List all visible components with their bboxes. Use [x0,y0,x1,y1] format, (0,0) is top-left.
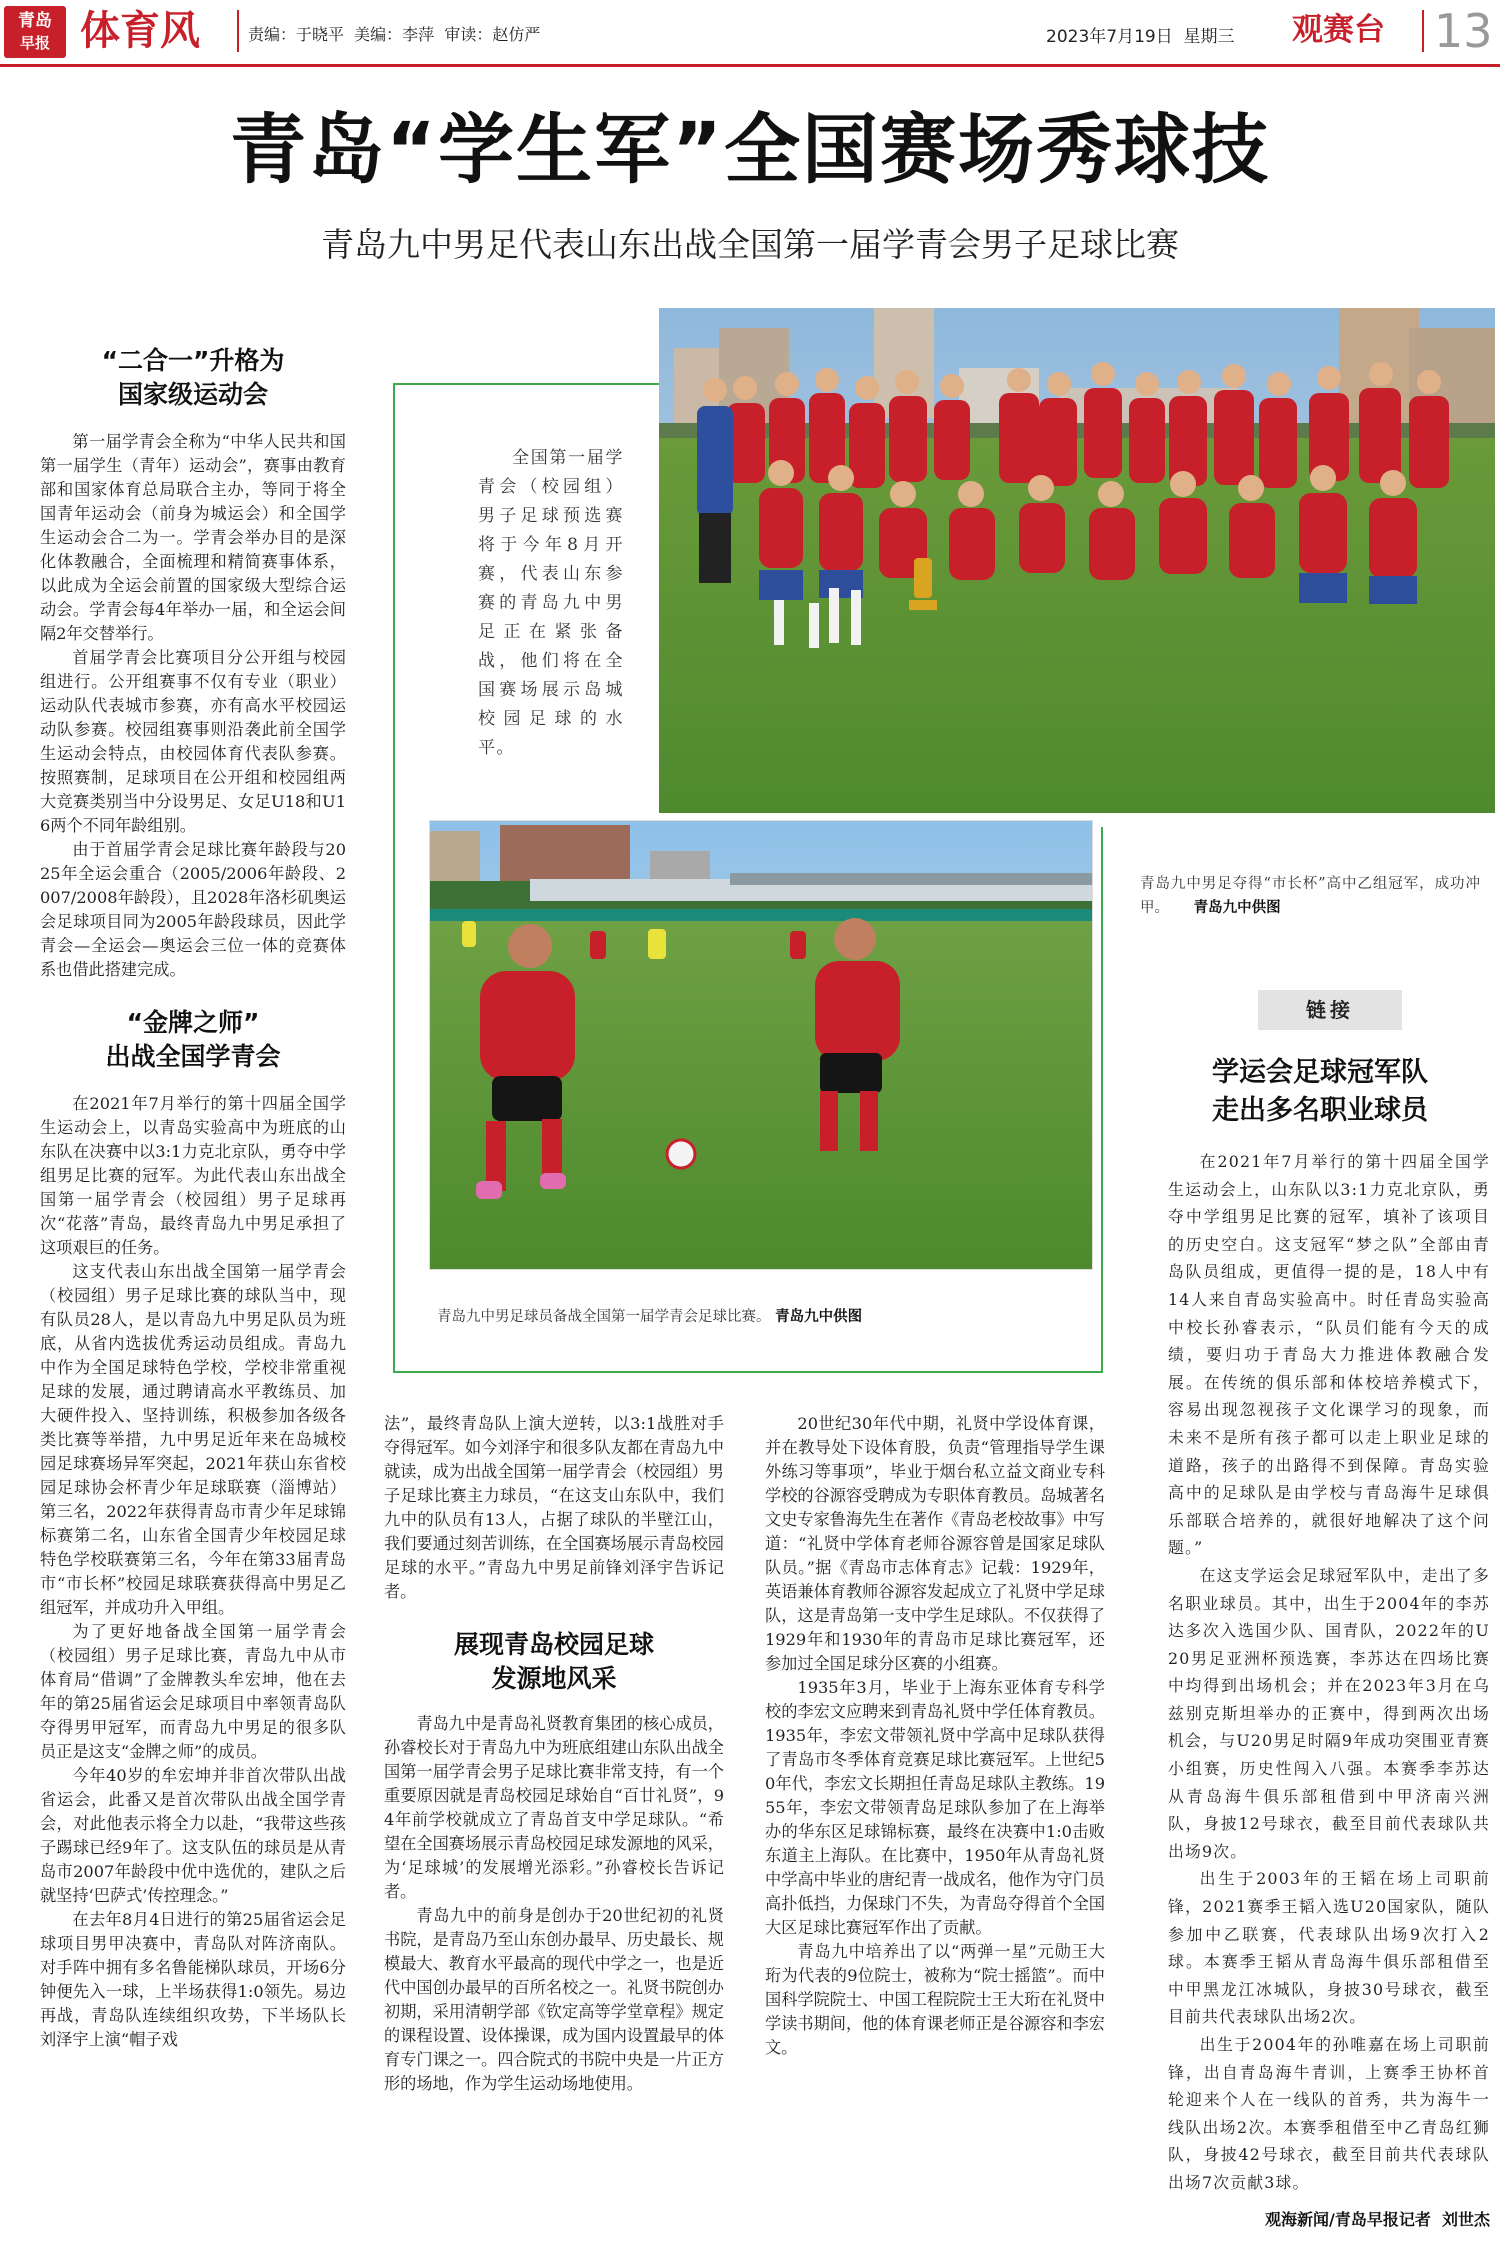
intro-frame [393,383,395,1373]
section-heading: 展现青岛校园足球 发源地风采 [453,1630,654,1693]
header-rule [0,64,1500,67]
section-heading: “二合一”升格为 国家级运动会 [101,346,285,409]
masthead [0,0,1500,64]
article-text: 第一届学青会全称为“中华人民共和国第一届学生（青年）运动会”，赛事由教育部和国家体育总局联合主办，等同于将全国青年运动会（前身为城运会）和全国学生运动会合二为一。学青会举办目的是深化体教融合，全面梳理和精简赛事体系，以此成为全运会前置的国家级大型综合运动会。学青会每4年举办一届，和全运会间隔2年交替举行。 首届学青会比赛项目分公开组与校园组进行。公开组赛事不仅有专业（职业）运动队代表城市参赛，亦有高水平校园运动队参赛。校园组赛事则沿袭此前全国学生运动会特点，由校园体育代表队参赛。按照赛制，足球项目在公开组和校园组两大竞赛类别当中分设男足、女足U18和U16两个不同年龄组别。 由于首届学青会足球比赛年龄段与2025年全运会重合（2005/2006年龄段、2007/2008年龄段），且2028年洛杉矶奥运会足球项目同为2005年龄段球员，因此学青会—全运会—奥运会三位一体的竞赛体系也借此搭建完成。 [40,432,346,979]
column-2 [384,1412,724,2096]
article-text: 20世纪30年代中期，礼贤中学设体育课，并在教导处下设体育股，负责“管理指导学生课外练习等事项”，毕业于烟台私立益文商业专科学校的谷源容受聘成为专职体育教员。岛城著名文史专家鲁海先生在著作《青岛老校故事》中写道：“礼贤中学体育老师谷源容曾是国家足球队队员。”据《青岛市志体育志》记载：1929年，英语兼体育教师谷源容发起成立了礼贤中学足球队，这是青岛第一支中学生足球队。不仅获得了1929年和1930年的青岛市足球比赛冠军，还参加过全国足球分区赛的小组赛。 1935年3月，毕业于上海东亚体育专科学校的李宏文应聘来到青岛礼贤中学任体育教员。1935年，李宏文带领礼贤中学高中足球队获得了青岛市冬季体育竞赛足球比赛冠军。上世纪50年代，李宏文长期担任青岛足球队主教练。1955年，李宏文带领青岛足球队参加了在上海举办的华东区足球锦标赛，最终在决赛中1:0击败东道主上海队。在比赛中，1950年从青岛礼贤中学高中毕业的唐纪青一战成名，他作为守门员高扑低挡，力保球门不失，为青岛夺得首个全国大区足球比赛冠军作出了贡献。 青岛九中培养出了以“两弹一星”元勋王大珩为代表的9位院士，被称为“院士摇篮”。而中国科学院院士、中国工程院院士王大珩在礼贤中学读书期间，他的体育课老师正是谷源容和李宏文。 [765,1414,1105,2057]
intro-frame [393,383,659,385]
issue-date: 2023年7月19日 星期三 [1046,27,1235,47]
intro-frame [393,1371,1103,1373]
subheadline: 青岛九中男足代表山东出战全国第一届学青会男子足球比赛 [321,225,1179,264]
team-photo [659,308,1495,813]
article-text: 法”，最终青岛队上演大逆转，以3:1战胜对手夺得冠军。如今刘泽宇和很多队友都在青岛九中就读，成为出战全国第一届学青会（校园组）男子足球比赛主力球员，“在这支山东队中，我们九中的队员有13人，占据了球队的半壁江山，我们要通过刻苦训练，在全国赛场展示青岛校园足球的水平。”青岛九中男足前锋刘泽宇告诉记者。 [384,1414,724,1601]
link-label: 链接 [1258,990,1402,1030]
article-text: 在2021年7月举行的第十四届全国学生运动会上，以青岛实验高中为班底的山东队在决赛中以3:1力克北京队，勇夺中学组男足比赛的冠军。为此代表山东出战全国第一届学青会（校园组）男子足球再次“花落”青岛，最终青岛九中男足承担了这项艰巨的任务。 这支代表山东出战全国第一届学青会（校园组）男子足球比赛的球队当中，现有队员28人，是以青岛九中男足队员为班底，从省内选拔优秀运动员组成。青岛九中作为全国足球特色学校，学校非常重视足球的发展，通过聘请高水平教练员、加大硬件投入、坚持训练，积极参加各级各类比赛等举措，九中男足近年来在岛城校园足球赛场异军突起，2021年获山东省校园足球协会杯青少年足球联赛（淄博站）第三名，2022年获得青岛市青少年足球锦标赛第二名，山东省全国青少年校园足球特色学校联赛第三名，今年在第33届青岛市“市长杯”校园足球联赛获得高中男足乙组冠军，并成功升入甲组。 为了更好地备战全国第一届学青会（校园组）男子足球比赛，青岛九中从市体育局“借调”了金牌教头牟宏坤，他在去年的第25届省运会足球项目中率领青岛队夺得男甲冠军，而青岛九中男足的很多队员正是这支“金牌之师”的成员。 今年40岁的牟宏坤并非首次带队出战省运会，此番又是首次带队出战全国学青会，对此他表示将全力以赴，“我带这些孩子踢球已经9年了。这支队伍的球员是从青岛市2007年龄段中优中选优的，建队之后就坚持‘巴萨式’传控理念。” 在去年8月4日进行的第25届省运会足球项目男甲决赛中，青岛队对阵济南队。对手阵中拥有多名鲁能梯队球员，开场6分钟便先入一球，上半场获得1:0领先。易边再战，青岛队连续组织攻势，下半场队长刘泽宇上演“帽子戏 [40,1094,346,2049]
vertical-divider [237,10,239,52]
photo-caption: 青岛九中男足夺得“市长杯”高中乙组冠军，成功冲甲。 青岛九中供图 [1140,876,1480,916]
section-heading: “金牌之师” 出战全国学青会 [105,1008,281,1071]
column-1 [40,344,346,2052]
column-name: 观赛台 [1292,12,1385,48]
photo-credit: 青岛九中供图 [775,1309,863,1325]
page-number: 13 [1434,4,1493,58]
intro-text: 全国第一届学青会（校园组）男子足球预选赛将于今年8月开赛，代表山东参赛的青岛九中男足正在紧张备战，他们将在全国赛场展示岛城校园足球的水平。 [478,448,624,758]
photo-credit: 青岛九中供图 [1193,900,1281,916]
column-3 [765,1412,1105,2060]
training-photo [429,820,1093,1270]
newspaper-logo: 青岛 早报 [4,6,66,58]
photo-caption: 青岛九中男足球员备战全国第一届学青会足球比赛。 青岛九中供图 [437,1309,863,1325]
sidebar-text: 在2021年7月举行的第十四届全国学生运动会上，山东队以3:1力克北京队，勇夺中学组男足比赛的冠军，填补了该项目的历史空白。这支冠军“梦之队”全部由青岛队员组成，更值得一提的是，18人中有14人来自青岛实验高中。时任青岛实验高中校长孙睿表示，“队员们能有今天的成绩，要归功于青岛大力推进体教融合发展。在传统的俱乐部和体校培养模式下，容易出现忽视孩子文化课学习的现象，而未来不是所有孩子都可以走上职业足球的道路，孩子的出路得不到保障。青岛实验高中的足球队是由学校与青岛海牛足球俱乐部联合培养的，就很好地解决了这个问题。” 在这支学运会足球冠军队中，走出了多名职业球员。其中，出生于2004年的李苏达多次入选国少队、国青队，2022年的U20男足亚洲杯预选赛，李苏达在四场比赛中均得到出场机会；并在2023年3月在乌兹别克斯坦举办的正赛中，得到两次出场机会，与U20男足时隔9年成功突围亚青赛小组赛，历史性闯入八强。本赛季李苏达从青岛海牛俱乐部租借到中甲济南兴洲队，身披12号球衣，截至目前代表球队共出场9次。 出生于2003年的王韬在场上司职前锋，2021赛季王韬入选U20国家队，随队参加中乙联赛，代表球队出场9次打入2球。本赛季王韬从青岛海牛俱乐部租借至中甲黑龙江冰城队，身披30号球衣，截至目前共代表球队出场2次。 出生于2004年的孙唯嘉在场上司职前锋，出自青岛海牛青训，上赛季王协杯首轮迎来个人在一线队的首秀，共为海牛一线队出场2次。本赛季租借至中乙青岛红狮队，身披42号球衣，截至目前共代表球队出场7次贡献3球。 [1168,1152,1490,2192]
sidebar-heading: 学运会足球冠军队 走出多名职业球员 [1212,1057,1428,1126]
credits: 责编：于晓平 美编：李萍 审读：赵仿严 [248,25,541,44]
byline: 观海新闻/青岛早报记者 刘世杰 [1265,2210,1490,2229]
intro-frame [1101,827,1103,1373]
headline: 青岛“学生军”全国赛场秀球技 [230,105,1270,194]
section-name: 体育风 [80,7,200,54]
article-text: 青岛九中是青岛礼贤教育集团的核心成员，孙睿校长对于青岛九中为班底组建山东队出战全国第一届学青会男子足球比赛非常支持，有一个重要原因就是青岛校园足球始自“百廿礼贤”，94年前学校就成立了青岛首支中学足球队。“希望在全国赛场展示青岛校园足球发源地的风采，为‘足球城’的发展增光添彩。”孙睿校长告诉记者。 青岛九中的前身是创办于20世纪初的礼贤书院，是青岛乃至山东创办最早、历史最长、规模最大、教育水平最高的现代中学之一，也是近代中国创办最早的百所名校之一。礼贤书院创办初期，采用清朝学部《钦定高等学堂章程》规定的课程设置、设体操课，成为国内设置最早的体育专门课之一。四合院式的书院中央是一片正方形的场地，作为学生运动场地使用。 [384,1714,724,2093]
vertical-divider [1422,10,1424,52]
